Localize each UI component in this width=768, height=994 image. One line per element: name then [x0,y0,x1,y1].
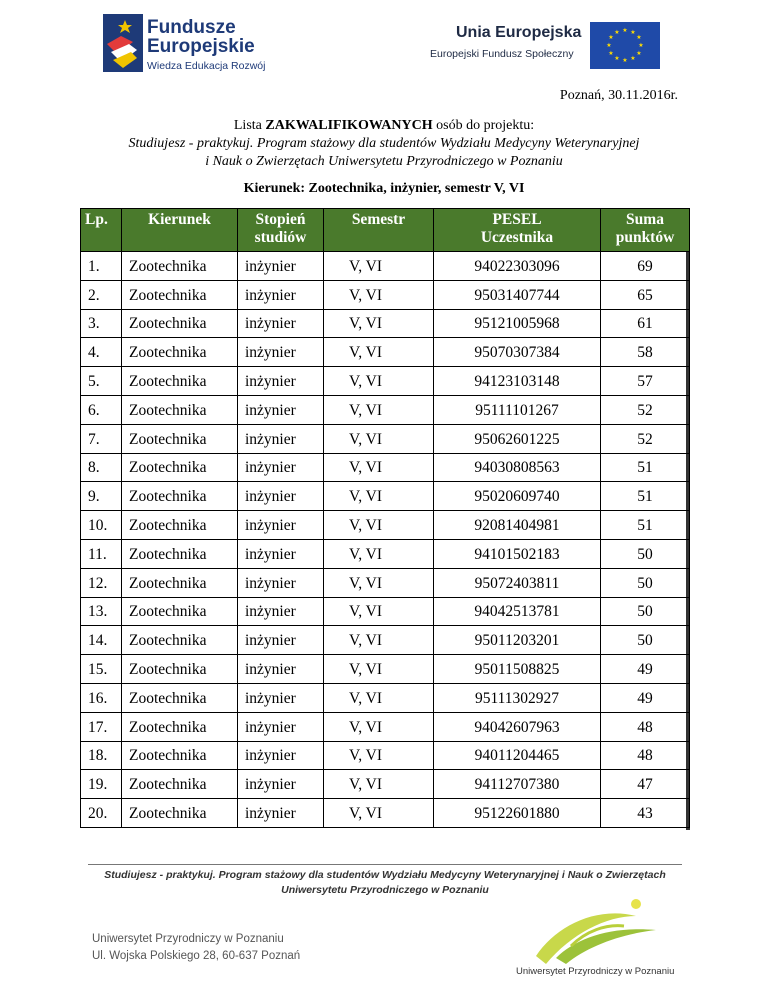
cell-pesel: 94112707380 [434,770,601,799]
fundusze-europejskie-logo [103,14,293,74]
cell-pesel: 94123103148 [434,367,601,396]
table-row [81,539,690,568]
cell-lp: 10. [81,511,122,540]
address-line2: Ul. Wojska Polskiego 28, 60-637 Poznań [92,950,301,962]
cell-semestr: V, VI [324,424,434,453]
cell-semestr: V, VI [324,395,434,424]
cell-pesel: 95111101267 [434,395,601,424]
table-row [81,568,690,597]
cell-lp: 15. [81,655,122,684]
cell-suma: 47 [601,770,690,799]
table-row [81,655,690,684]
header-suma-2: punktów [615,229,675,246]
table-row [81,453,690,482]
cell-kierunek: Zootechnika [122,712,238,741]
cell-pesel: 94101502183 [434,539,601,568]
header-kierunek: Kierunek [122,209,238,252]
cell-lp: 19. [81,770,122,799]
cell-semestr: V, VI [324,252,434,281]
intro-suffix: osób do projektu: [432,118,535,133]
cell-lp: 13. [81,597,122,626]
cell-semestr: V, VI [324,597,434,626]
cell-suma: 49 [601,655,690,684]
header-pesel [434,209,601,252]
cell-lp: 1. [81,252,122,281]
cell-stopien: inżynier [238,395,324,424]
cell-suma: 43 [601,799,690,828]
cell-kierunek: Zootechnika [122,626,238,655]
cell-semestr: V, VI [324,280,434,309]
intro-emphasis: ZAKWALIFIKOWANYCH [265,118,433,133]
cell-pesel: 95031407744 [434,280,601,309]
cell-kierunek: Zootechnika [122,683,238,712]
table-row [81,309,690,338]
cell-semestr: V, VI [324,626,434,655]
cell-stopien: inżynier [238,482,324,511]
cell-semestr: V, VI [324,511,434,540]
intro-text [0,117,768,171]
cell-lp: 7. [81,424,122,453]
cell-pesel: 94030808563 [434,453,601,482]
cell-lp: 6. [81,395,122,424]
unia-europejska-logo [430,22,670,70]
eu-flag-icon [590,22,660,69]
cell-suma: 65 [601,280,690,309]
table-row [81,338,690,367]
cell-suma: 48 [601,712,690,741]
table-body [81,252,690,828]
cell-stopien: inżynier [238,511,324,540]
table-row [81,597,690,626]
cell-suma: 61 [601,309,690,338]
cell-kierunek: Zootechnika [122,597,238,626]
cell-kierunek: Zootechnika [122,338,238,367]
cell-suma: 50 [601,597,690,626]
cell-lp: 14. [81,626,122,655]
cell-pesel: 94042607963 [434,712,601,741]
cell-pesel: 95070307384 [434,338,601,367]
table-row [81,424,690,453]
table-row [81,683,690,712]
cell-stopien: inżynier [238,712,324,741]
cell-stopien: inżynier [238,424,324,453]
svg-text:★: ★ [630,29,636,36]
cell-lp: 2. [81,280,122,309]
cell-semestr: V, VI [324,799,434,828]
svg-text:★: ★ [608,50,614,57]
cell-semestr: V, VI [324,338,434,367]
svg-text:★: ★ [614,29,620,36]
header-pesel-2: Uczestnika [480,229,554,246]
cell-stopien: inżynier [238,655,324,684]
cell-semestr: V, VI [324,683,434,712]
header-pesel-1: PESEL [492,211,542,228]
project-title-line2: i Nauk o Zwierzętach Uniwersytetu Przyrodniczego w Poznaniu [205,154,563,169]
cell-pesel: 94011204465 [434,741,601,770]
cell-stopien: inżynier [238,338,324,367]
cell-stopien: inżynier [238,453,324,482]
cell-stopien: inżynier [238,367,324,396]
cell-stopien: inżynier [238,309,324,338]
cell-kierunek: Zootechnika [122,424,238,453]
fe-logo-line1: Fundusze [147,17,236,38]
table-row [81,395,690,424]
cell-kierunek: Zootechnika [122,482,238,511]
cell-kierunek: Zootechnika [122,395,238,424]
cell-pesel: 95062601225 [434,424,601,453]
subtitle: Kierunek: Zootechnika, inżynier, semestr V, VI [243,181,525,196]
svg-text:★: ★ [606,42,612,49]
cell-stopien: inżynier [238,539,324,568]
cell-kierunek: Zootechnika [122,453,238,482]
svg-text:★: ★ [622,27,628,34]
cell-semestr: V, VI [324,453,434,482]
address-line1: Uniwersytet Przyrodniczy w Poznaniu [92,933,284,945]
intro-prefix: Lista [233,118,266,133]
cell-lp: 17. [81,712,122,741]
cell-kierunek: Zootechnika [122,309,238,338]
footer-divider [88,864,682,865]
cell-suma: 50 [601,626,690,655]
footer-address [92,931,300,965]
cell-stopien: inżynier [238,568,324,597]
document-date: Poznań, 30.11.2016r. [559,88,678,103]
table-row [81,280,690,309]
cell-stopien: inżynier [238,252,324,281]
svg-text:★: ★ [638,42,644,49]
cell-semestr: V, VI [324,568,434,597]
eu-logo-line2: Europejski Fundusz Społeczny [430,48,574,60]
header-lp: Lp. [81,209,122,252]
footer-project-line1: Studiujesz - praktykuj. Program stażowy dla studentów Wydziału Medycyny Weterynaryjnej i Nauk o Zwierzętach [104,869,666,881]
table-row [81,712,690,741]
fe-logo-line3: Wiedza Edukacja Rozwój [147,60,266,72]
cell-semestr: V, VI [324,309,434,338]
cell-kierunek: Zootechnika [122,280,238,309]
cell-suma: 52 [601,424,690,453]
project-title-line1: Studiujesz - praktykuj. Program stażowy dla studentów Wydziału Medycyny Weterynaryjnej [128,136,640,151]
table-row [81,741,690,770]
svg-text:★: ★ [622,57,628,64]
cell-pesel: 95111302927 [434,683,601,712]
cell-pesel: 94022303096 [434,252,601,281]
cell-suma: 69 [601,252,690,281]
cell-suma: 58 [601,338,690,367]
cell-suma: 48 [601,741,690,770]
table-header-row [81,209,690,252]
cell-suma: 51 [601,482,690,511]
cell-pesel: 95011203201 [434,626,601,655]
cell-suma: 50 [601,539,690,568]
cell-pesel: 95011508825 [434,655,601,684]
table-row [81,482,690,511]
svg-text:★: ★ [614,55,620,62]
up-logo-name: Uniwersytet Przyrodniczy w Poznaniu [516,966,675,977]
header-suma-1: Suma [626,211,664,228]
cell-stopien: inżynier [238,799,324,828]
cell-suma: 52 [601,395,690,424]
cell-semestr: V, VI [324,741,434,770]
cell-lp: 4. [81,338,122,367]
svg-text:★: ★ [636,34,642,41]
cell-suma: 51 [601,453,690,482]
header-stopien [238,209,324,252]
cell-stopien: inżynier [238,770,324,799]
table-row [81,367,690,396]
cell-lp: 18. [81,741,122,770]
header-stopien-2: studiów [254,229,307,246]
cell-pesel: 95020609740 [434,482,601,511]
cell-semestr: V, VI [324,770,434,799]
cell-pesel: 92081404981 [434,511,601,540]
footer-project-line2: Uniwersytetu Przyrodniczego w Poznaniu [281,884,489,896]
cell-pesel: 95121005968 [434,309,601,338]
cell-semestr: V, VI [324,655,434,684]
cell-pesel: 94042513781 [434,597,601,626]
cell-kierunek: Zootechnika [122,741,238,770]
fe-logo-line2: Europejskie [147,36,255,57]
cell-stopien: inżynier [238,626,324,655]
header-semestr: Semestr [324,209,434,252]
eu-logo-line1: Unia Europejska [456,24,582,41]
cell-lp: 9. [81,482,122,511]
svg-text:★: ★ [630,55,636,62]
cell-lp: 12. [81,568,122,597]
cell-stopien: inżynier [238,683,324,712]
svg-text:★: ★ [636,50,642,57]
table-row [81,511,690,540]
cell-semestr: V, VI [324,367,434,396]
cell-lp: 3. [81,309,122,338]
cell-pesel: 95122601880 [434,799,601,828]
cell-kierunek: Zootechnika [122,799,238,828]
cell-kierunek: Zootechnika [122,770,238,799]
table-row [81,770,690,799]
table-row [81,626,690,655]
cell-suma: 49 [601,683,690,712]
cell-semestr: V, VI [324,539,434,568]
cell-suma: 57 [601,367,690,396]
cell-semestr: V, VI [324,482,434,511]
cell-lp: 11. [81,539,122,568]
cell-kierunek: Zootechnika [122,539,238,568]
svg-text:★: ★ [608,34,614,41]
cell-kierunek: Zootechnika [122,252,238,281]
cell-pesel: 95072403811 [434,568,601,597]
cell-stopien: inżynier [238,741,324,770]
cell-kierunek: Zootechnika [122,655,238,684]
table-row [81,252,690,281]
cell-semestr: V, VI [324,712,434,741]
header-stopien-1: Stopień [255,211,306,228]
cell-lp: 5. [81,367,122,396]
cell-kierunek: Zootechnika [122,568,238,597]
cell-lp: 20. [81,799,122,828]
cell-stopien: inżynier [238,280,324,309]
cell-stopien: inżynier [238,597,324,626]
header-suma [601,209,690,252]
cell-suma: 51 [601,511,690,540]
cell-suma: 50 [601,568,690,597]
cell-lp: 16. [81,683,122,712]
cell-lp: 8. [81,453,122,482]
fe-flag-icon [103,14,143,72]
participants-table [80,208,690,828]
cell-kierunek: Zootechnika [122,367,238,396]
table-row [81,799,690,828]
cell-kierunek: Zootechnika [122,511,238,540]
